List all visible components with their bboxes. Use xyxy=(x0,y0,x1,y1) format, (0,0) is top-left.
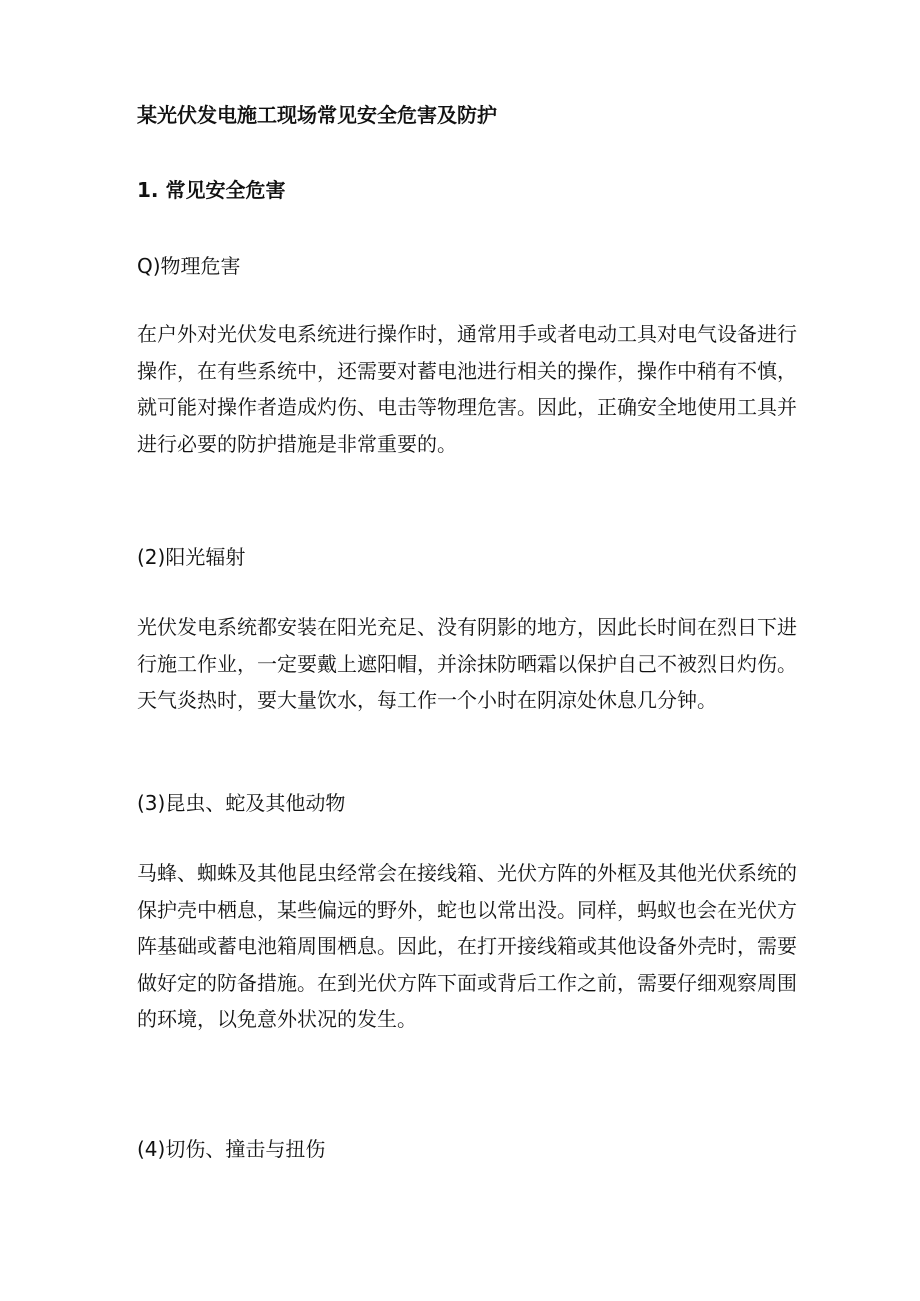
paragraph: 光伏发电系统都安装在阳光充足、没有阴影的地方，因此长时间在烈日下进行施工作业，一定要戴上遮阳帽，并涂抹防晒霜以保护自己不被烈日灼伤。天气炎热时，要大量饮水，每工作一个小时在阴凉处休息几分钟。 xyxy=(137,615,797,712)
subsection-heading: (3)昆虫、蛇及其他动物 xyxy=(137,791,346,815)
paragraph: 马蜂、蜘蛛及其他昆虫经常会在接线箱、光伏方阵的外框及其他光伏系统的保护壳中栖息，某些偏远的野外，蛇也以常出没。同样，蚂蚁也会在光伏方阵基础或蓄电池箱周围栖息。因此，在打开接线箱或其他设备外壳时，需要做好定的防备措施。在到光伏方阵下面或背后工作之前，需要仔细观察周围的环境，以免意外状况的发生。 xyxy=(137,861,797,1031)
subsection-heading: (4)切伤、撞击与扭伤 xyxy=(137,1137,326,1161)
subsection-heading: Q)物理危害 xyxy=(137,254,241,278)
subsection-heading: (2)阳光辐射 xyxy=(137,545,246,569)
paragraph: 在户外对光伏发电系统进行操作时，通常用手或者电动工具对电气设备进行操作，在有些系统中，还需要对蓄电池进行相关的操作，操作中稍有不慎，就可能对操作者造成灼伤、电击等物理危害。因此，正确安全地使用工具并进行必要的防护措施是非常重要的。 xyxy=(137,322,797,456)
document-title: 某光伏发电施工现场常见安全危害及防护 xyxy=(137,103,497,127)
section-heading: 1. 常见安全危害 xyxy=(137,178,286,202)
